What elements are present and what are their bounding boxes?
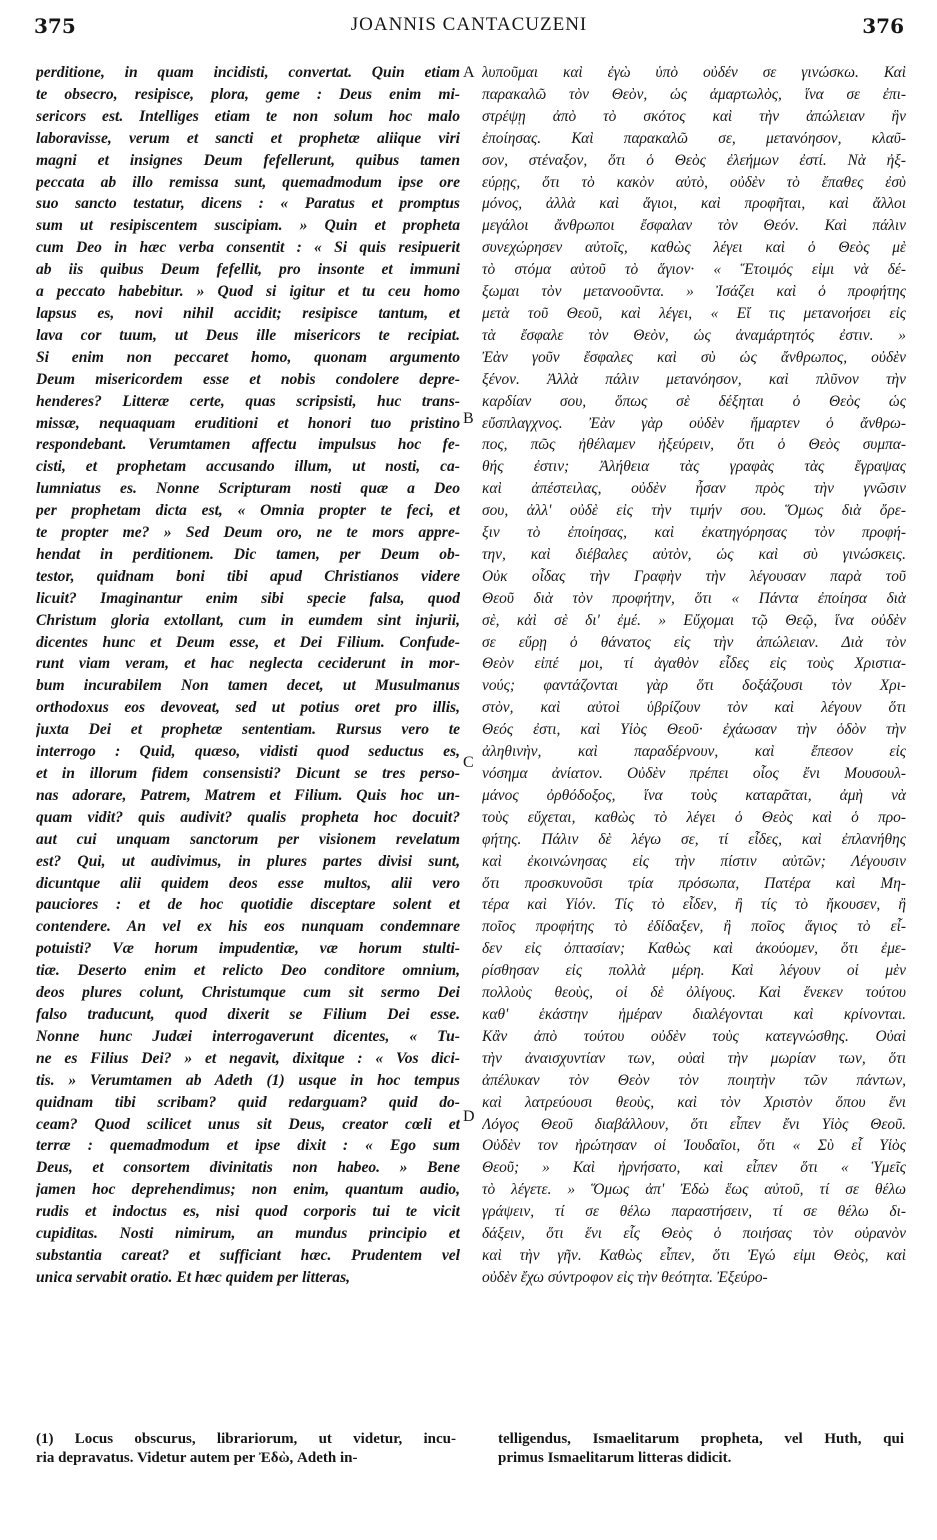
latin-text-line: ne es Filius Dei? » et negavit, dixitque : « Vos dici- xyxy=(36,1049,460,1067)
latin-text-line: Si enim non peccaret homo, quonam argumento xyxy=(36,348,460,366)
latin-text-line: cisti, et prophetam accusando illum, ut nosti, ca- xyxy=(36,458,460,476)
latin-text-line: lumniatus es. Nonne Scripturam nosti quæ a Deo xyxy=(36,480,460,498)
greek-text-line: πος, πῶς ἠθέλαμεν ἠξεύρειν, ὅτι ὁ Θεὸς συμπα- xyxy=(482,436,906,454)
latin-text-line: substantia careat? et sufficiant hæc. Prudentem vel xyxy=(36,1246,460,1264)
greek-text-line: Θεός ἐστι, καὶ Υἱὸς Θεοῦ· ἐχάωσαν τὴν ὁδὸν τὴν xyxy=(482,721,906,739)
latin-text-line: dicuntque alii quidem deos esse multos, alii vero xyxy=(36,874,460,892)
greek-text-line: μετὰ τοῦ Θεοῦ, καὶ λέγει, « Εἴ τις μετανοήσει εἰς xyxy=(482,304,906,322)
latin-text-line: runt viam veram, et hac neglecta ceciderunt in mor- xyxy=(36,655,460,673)
footnote-right-line: telligendus, Ismaelitarum propheta, vel Huth, qui xyxy=(498,1431,904,1447)
latin-text-line: magni et insignes Deum fefellerunt, quibus tamen xyxy=(36,151,460,169)
latin-text-line: hendat in perditionem. Dic tamen, per Deum ob- xyxy=(36,545,460,563)
latin-text-line: suo sancto testatur, dicens : « Paratus et promptus xyxy=(36,195,460,213)
latin-text-line: nas adorare, Patrem, Matrem et Filium. Quis hoc un- xyxy=(36,786,460,804)
greek-text-line: ἐποίησας. Καὶ παρακαλῶ σε, μετανόησον, κλαῦ- xyxy=(482,129,906,147)
footnote-right xyxy=(498,1430,904,1468)
greek-column xyxy=(482,62,906,1289)
latin-text-line: cupiditas. Nosti nimirum, an mundus principio et xyxy=(36,1225,460,1243)
greek-text-line: ρίσθησαν εἰς πολλὰ μέρη. Καὶ λέγουν οἱ μὲν xyxy=(482,962,906,980)
greek-text-line: Λόγος Θεοῦ διαβάλλουν, ὅτι εἶπεν ἔνι Υἱὸς Θεοῦ. xyxy=(482,1115,906,1133)
latin-text-line: respondebant. Verumtamen affectu impulsus hoc fe- xyxy=(36,436,460,454)
latin-text-line: a peccato habebitur. » Quod si igitur et tu ceu homo xyxy=(36,283,460,301)
latin-text-line: Christum gloria extollant, cum in eumdem sint injurii, xyxy=(36,611,460,629)
latin-text-line: bum incurabilem Non tamen decet, ut Musulmanus xyxy=(36,677,460,695)
greek-text-line: καθ' ἑκάστην ἡμέραν διαλέγονται καὶ κρίνονται. xyxy=(482,1005,906,1023)
latin-text-line: laboravisse, verum et sancti et prophetæ aliique viri xyxy=(36,129,460,147)
page-number-right: 376 xyxy=(862,14,904,38)
section-marker-b: B xyxy=(463,410,474,427)
greek-text-line: μεγάλοι ἄνθρωποι ἔσφαλαν τὸν Θεόν. Καὶ πάλιν xyxy=(482,217,906,235)
greek-text-line: τοὺς εὔχεται, καθὼς τὸ λέγει ὁ Θεὸς καὶ ὁ προ- xyxy=(482,808,906,826)
latin-text-line: ceam? Quod scilicet unus sit Deus, creator cœli et xyxy=(36,1115,460,1133)
greek-text-line: καὶ λατρεύουσι θεοὺς, καὶ τὸν Χριστὸν ὅπου ἔνι xyxy=(482,1093,906,1111)
latin-text-line: contendere. An vel ex his eos nunquam condemnare xyxy=(36,918,460,936)
latin-text-line: lava cor tuum, ut Deus ille misericors te recipiat. xyxy=(36,326,460,344)
greek-text-line: τὸ στόμα αὐτοῦ τὸ ἅγιον· « Ἕτοιμός εἰμι νὰ δέ- xyxy=(482,261,906,279)
greek-text-line: ἀπέλυκαν τὸν Θεὸν τὸν ποιητὴν τῶν πάντων, xyxy=(482,1071,906,1089)
latin-text-line: henderes? Litteræ certe, quas scripsisti, huc trans- xyxy=(36,392,460,410)
latin-text-line: Deus, et consortem divinitatis non habeo. » Bene xyxy=(36,1159,460,1177)
latin-text-line: testor, quidnam boni tibi apud Christianos videre xyxy=(36,567,460,585)
greek-text-line: σε εὕρῃ ὁ θάνατος εἰς τὴν ἀπώλειαν. Διὰ τὸν xyxy=(482,633,906,651)
running-header xyxy=(34,6,904,42)
greek-text-line: πολλοὺς θεοὺς, οἱ δὲ ὀλίγους. Καὶ ἕνεκεν τούτου xyxy=(482,984,906,1002)
latin-text-line: sericors est. Intelliges etiam te non solum hoc malo xyxy=(36,107,460,125)
greek-text-line: τὸ λέγετε. » Ὅμως ἀπ' Ἐδὼ ἕως αὐτοῦ, τί σε θέλω xyxy=(482,1181,906,1199)
greek-text-line: οὐδὲν ἔχω σύντροφον εἰς τὴν θεότητα. Ἐξεύρο- xyxy=(482,1268,768,1286)
latin-text-line: et in illorum fidem consensisti? Dicunt se tres perso- xyxy=(36,765,460,782)
latin-text-line: deos plures colunt, Christumque cum sit sermo Dei xyxy=(36,984,460,1002)
greek-text-line: νούς; φαντάζονται γὰρ ὅτι δοξάζουσι τὸν Χρι- xyxy=(482,677,906,695)
greek-text-line: Οὐδὲν τον ἠρώτησαν οἱ Ἰουδαῖοι, ὅτι « Σὺ εἶ Υἱὸς xyxy=(482,1137,906,1155)
latin-text-line: terræ : quemadmodum et ipse dixit : « Ego sum xyxy=(36,1137,460,1155)
footnote-right-line: primus Ismaelitarum litteras didicit. xyxy=(498,1450,732,1466)
latin-text-line: licuit? Imaginantur enim sibi specie falsa, quod xyxy=(36,589,460,607)
latin-text-line: orthodoxus eos devoveat, sed ut potius oret pro illis, xyxy=(36,699,460,717)
greek-text-line: σὲ, κἀὶ σὲ δι' ἐμέ. » Εὔχομαι τῷ Θεῷ, ἵνα οὐδὲν xyxy=(482,611,906,629)
greek-text-line: γράψειν, τί σε θέλω παραστήσειν, τί σε θέλω δι- xyxy=(482,1203,906,1221)
latin-text-line: interrogo : Quid, quæso, vidisti quod seductus es, xyxy=(36,743,460,761)
latin-text-line: tiæ. Deserto enim et relicto Deo conditore omnium, xyxy=(36,962,460,980)
greek-text-line: δάξειν, ὅτι ἕνι εἷς Θεὸς ὁ ποιήσας τὸν οὐρανὸν xyxy=(482,1225,906,1243)
latin-text-line: per prophetam dicta est, « Omnia propter te feci, et xyxy=(36,502,460,520)
greek-text-line: ὅτι προσκυνοῦσι τρία πρόσωπα, Πατέρα καὶ Μη- xyxy=(482,874,906,892)
greek-text-line: συνεχώρησεν αὐτοῖς, καθὼς λέγει καὶ ὁ Θεὸς μὲ xyxy=(482,239,906,257)
running-title: JOANNIS CANTACUZENI xyxy=(350,14,588,35)
latin-text-line: falso traducunt, quod dixerit se Filium Dei esse. xyxy=(36,1005,460,1023)
greek-text-line: καρδίαν σου, ὅπως σὲ δέξηται ὁ Θεὸς ὡς xyxy=(482,392,906,410)
greek-text-line: μόνος, ἀλλὰ καὶ ἅγιοι, καὶ προφῆται, καὶ ἄλλοι xyxy=(482,195,906,213)
latin-text-line: pauciores : et de hoc quotidie disceptare solent et xyxy=(36,896,460,914)
greek-text-line: ξένον. Ἀλλὰ πάλιν μετανόησον, καὶ πλῦνον τὴν xyxy=(482,370,906,388)
latin-text-line: juxta Dei et prophetæ sententiam. Rursus vero te xyxy=(36,721,460,739)
latin-text-line: Deum misericordem esse et nobis condolere depre- xyxy=(36,370,460,388)
greek-text-line: τέρα καὶ Υἱόν. Τίς τὸ εἶδεν, ἢ τίς τὸ ἤκουσεν, ἢ xyxy=(482,896,906,914)
latin-text-line: tis. » Verumtamen ab Adeth (1) usque in hoc tempus xyxy=(36,1071,460,1089)
greek-text-line: Οὐκ οἶδας τὴν Γραφὴν τὴν λέγουσαν παρὰ τοῦ xyxy=(482,567,906,585)
greek-text-line: Θεοῦ διὰ τὸν προφήτην, ὅτι « Πάντα ἐποίησα διὰ xyxy=(482,589,906,607)
greek-text-line: εύρῃς, ὅτι τὸ κακὸν αὐτὸ, οὐδὲν τὸ ἔπαθες ἐσὺ xyxy=(482,173,906,191)
latin-text-line: jamen hoc deprehendimus; non enim, quantum audio, xyxy=(36,1181,460,1199)
latin-text-line: te obsecro, resipisce, plora, geme : Deus enim mi- xyxy=(36,85,460,103)
greek-text-line: Θεοῦ; » Καὶ ἠρνήσατο, καὶ εἶπεν ὅτι « Ὑμεῖς xyxy=(482,1159,906,1177)
greek-text-line: σου, ἀλλ' οὐδὲ εἰς τὴν τιμήν σου. Ὅμως διὰ ὄρε- xyxy=(482,502,906,520)
latin-text-line: unica servabit oratio. Et hæc quidem per litteras, xyxy=(36,1268,351,1286)
greek-text-line: εὔσπλαγχνος. Ἐὰν γὰρ οὐδὲν ἥμαρτεν ὁ ἄνθρω- xyxy=(482,414,906,432)
greek-text-line: την, καὶ διέβαλες αὐτὸν, ὡς καὶ σὺ γινώσκεις. xyxy=(482,545,906,563)
section-marker-c: C xyxy=(463,754,474,771)
latin-column xyxy=(36,62,460,1289)
greek-text-line: στὸν, καὶ αὐτοὶ ὑβρίζουν τὸν καὶ λέγουν ὅτι xyxy=(482,699,906,717)
latin-text-line: ab iis quibus Deum fefellit, pro insonte et immuni xyxy=(36,261,460,279)
latin-text-line: quam vidit? quis audivit? qualis propheta hoc docuit? xyxy=(36,808,460,826)
greek-text-line: Ἐὰν γοῦν ἔσφαλες καὶ σὺ ὡς ἄνθρωπος, οὐδὲν xyxy=(482,348,906,366)
latin-text-line: rudis et indoctus es, nisi quod corporis tui te vicit xyxy=(36,1203,460,1221)
greek-text-line: καὶ ἀπέστειλας, οὐδὲν ἦσαν πρὸς τὴν γνῶσιν xyxy=(482,480,906,498)
footnote-left-line: (1) Locus obscurus, librariorum, ut videtur, incu- xyxy=(36,1431,456,1447)
greek-text-line: σον, στέναξον, ὅτι ὁ Θεὸς ἐλεήμων ἐστί. Νὰ ἠξ- xyxy=(482,151,906,169)
greek-text-line: παρακαλῶ τὸν Θεὸν, ὡς ἁμαρτωλὸς, ἵνα σε ἐπι- xyxy=(482,85,906,103)
greek-text-line: Κἂν ἀπὸ τούτου οὐδὲν τοὺς κατεγνώσθης. Οὐαὶ xyxy=(482,1027,906,1045)
section-marker-d: D xyxy=(463,1108,475,1125)
latin-text-line: te propter me? » Sed Deum oro, ne te mors appre- xyxy=(36,524,460,542)
greek-text-line: καὶ ἐκοινώνησας εἰς τὴν πίστιν αὐτῶν; Λέγουσιν xyxy=(482,852,906,870)
latin-text-line: peccata ab illo remissa sunt, quemadmodum ipse ore xyxy=(36,173,460,191)
greek-text-line: ξωμαι τὸν μετανοοῦντα. » Ἰσάζει καὶ ὁ προφήτης xyxy=(482,283,906,301)
footnote-left xyxy=(36,1430,456,1468)
latin-text-line: potuisti? Væ horum impudentiæ, væ horum stulti- xyxy=(36,940,460,958)
latin-text-line: missæ, nequaquam eruditioni et honori tuo pristino xyxy=(36,414,460,432)
greek-text-line: ἀληθινὴν, καὶ παραδέρνουν, καὶ ἔπεσον εἰς xyxy=(482,743,906,761)
greek-text-line: τὰ ἔσφαλε τὸν Θεὸν, ὡς ἀναμάρτητός ἐστιν. » xyxy=(482,326,906,344)
latin-text-line: dicentes hunc et Deum esse, et Dei Filium. Confude- xyxy=(36,633,460,651)
latin-text-line: cum Deo in hæc verba consentit : « Si quis resipuerit xyxy=(36,239,460,257)
latin-text-line: sum ut resipiscentem suscipiam. » Quin et propheta xyxy=(36,217,460,235)
section-marker-a: A xyxy=(463,64,475,81)
greek-text-line: ποῖος προφήτης τὸ ἐδίδαξεν, ἢ ποῖος ἅγιος τὸ εἶ- xyxy=(482,918,906,936)
greek-text-line: θής ἐστιν; Ἀλήθεια τὰς γραφὰς τὰς ἔγραψας xyxy=(482,458,906,476)
page-number-left: 375 xyxy=(34,14,76,38)
greek-text-line: τὴν ἀναισχυντίαν των, οὐαὶ τὴν μωρίαν των, ὅτι xyxy=(482,1049,906,1067)
greek-text-line: δεν εἰς ὀπτασίαν; Καθὼς καὶ ἀκούομεν, ὅτι ἐμε- xyxy=(482,940,906,958)
latin-text-line: lapsus es, novi nihil accidit; resipisce tantum, et xyxy=(36,304,460,322)
greek-text-line: νόσημα ἀνίατον. Οὐδὲν πρέπει οἷος ἔνι Μουσουλ- xyxy=(482,765,906,782)
latin-text-line: Nonne hunc Judæi interrogaverunt dicentes, « Tu- xyxy=(36,1027,460,1045)
greek-text-line: φήτης. Πάλιν δὲ λέγω σε, τί εἶδες, καὶ ἐπλανήθης xyxy=(482,830,906,848)
greek-text-line: καὶ τὴν γῆν. Καθὼς εἶπεν, ὅτι Ἐγώ εἰμι Θεὸς, καὶ xyxy=(482,1246,906,1264)
greek-text-line: ξιν τὸ ἐποίησας, καὶ ἐκατηγόρησας τὸν προφή- xyxy=(482,524,906,542)
latin-text-line: perditione, in quam incidisti, convertat. Quin etiam xyxy=(36,64,460,81)
greek-text-line: Θεὸν εἰπέ μοι, τί ἀγαθὸν εἶδες εἰς τοὺς Χριστια- xyxy=(482,655,906,673)
greek-text-line: μάνος ὀρθόδοξος, ἵνα τοὺς καταρᾶται, ἀμὴ νὰ xyxy=(482,786,906,804)
greek-text-line: λυποῦμαι καὶ ἐγὼ ὑπὸ οὐδέν σε γινώσκω. Καὶ xyxy=(482,64,906,81)
latin-text-line: aut cui unquam sanctorum per visionem revelatum xyxy=(36,830,460,848)
footnote-left-line: ria depravatus. Videtur autem per Ἐδὼ, Adeth in- xyxy=(36,1450,358,1466)
latin-text-line: quidnam tibi scribam? quid redarguam? quid do- xyxy=(36,1093,460,1111)
latin-text-line: est? Qui, ut audivimus, in plures partes divisi sunt, xyxy=(36,852,460,870)
greek-text-line: στρέψῃ ἀπὸ τὸ σκότος καὶ τὴν ἀπώλειαν ἣν xyxy=(482,107,906,125)
